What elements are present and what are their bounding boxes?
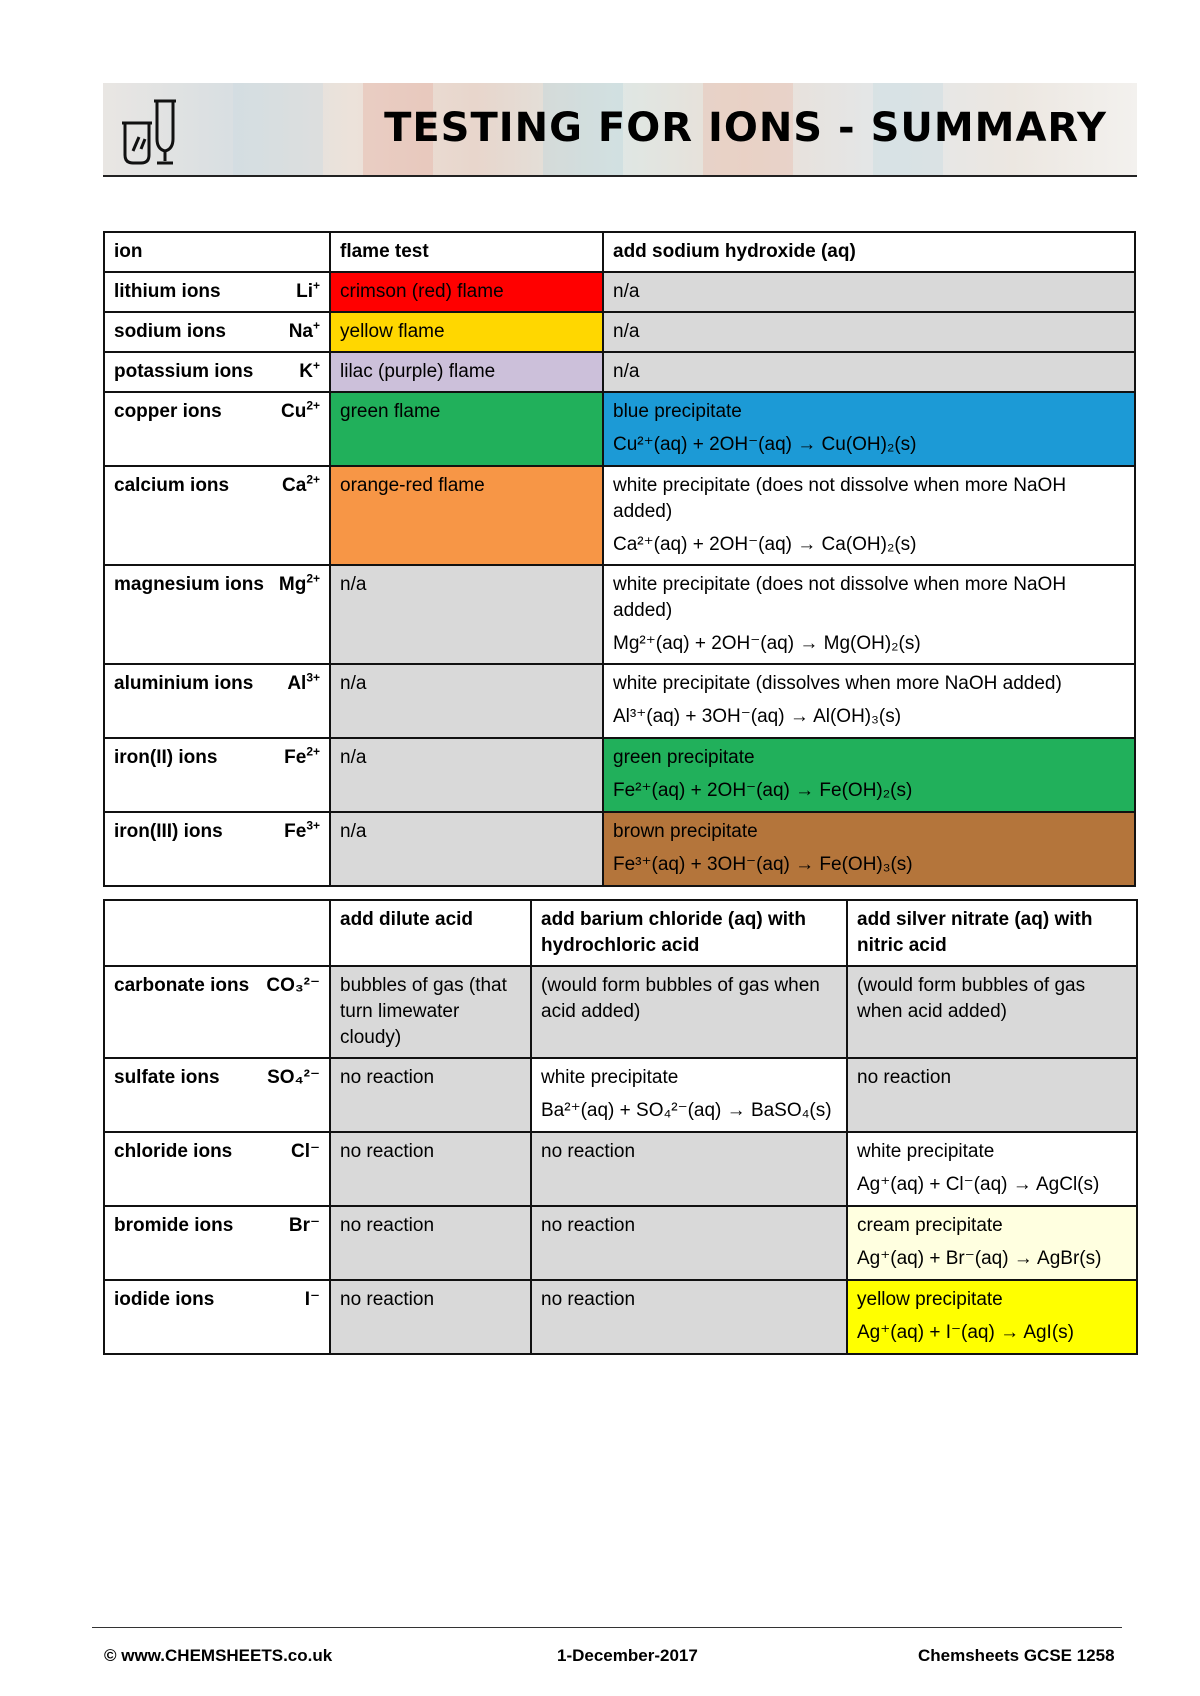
result-text: brown precipitate [613, 821, 758, 842]
dilute-acid-cell [330, 966, 531, 1058]
ion-cell [104, 565, 330, 664]
dilute-acid-cell [330, 1132, 531, 1206]
table-row [104, 966, 1137, 1058]
ion-symbol: $Al^{3+}$ [287, 670, 320, 694]
barium-chloride-cell [531, 1206, 847, 1280]
ion-name: iodide ions [114, 1289, 215, 1310]
anion-tests-table [103, 899, 1138, 1355]
ion-cell [104, 1206, 330, 1280]
ion-cell [104, 392, 330, 466]
ion-symbol: $Mg^{2+}$ [278, 571, 320, 595]
result-text: no reaction [541, 1289, 636, 1310]
result-text: no reaction [857, 1067, 952, 1088]
result-text: no reaction [340, 1289, 435, 1310]
ion-cell [104, 664, 330, 738]
result-text: white precipitate (does not dissolve when more NaOH added) [613, 475, 1067, 522]
page-header [103, 83, 1137, 177]
result-text: bubbles of gas (that turn limewater cloudy) [340, 975, 507, 1048]
equation: Cu²⁺(aq) + 2OH⁻(aq) → Cu(OH)₂(s) [613, 434, 917, 455]
equation: Fe²⁺(aq) + 2OH⁻(aq) → Fe(OH)₂(s) [613, 780, 913, 801]
ion-cell [104, 1058, 330, 1132]
footer-divider [92, 1627, 1122, 1628]
column-header: ion [104, 232, 330, 272]
table-row [104, 312, 1135, 352]
result-text: no reaction [340, 1067, 435, 1088]
ion-name: bromide ions [114, 1215, 234, 1236]
silver-nitrate-cell [847, 1058, 1137, 1132]
result-text: cream precipitate [857, 1215, 1003, 1236]
flame-test-cell: n/a [330, 664, 603, 738]
column-header: add barium chloride (aq) with hydrochloric acid [531, 900, 847, 966]
dilute-acid-cell [330, 1206, 531, 1280]
flame-test-cell: n/a [330, 565, 603, 664]
ion-symbol: K+ [299, 358, 320, 382]
result-text: no reaction [541, 1141, 636, 1162]
naoh-cell [603, 392, 1135, 466]
flame-test-cell: lilac (purple) flame [330, 352, 603, 392]
naoh-cell [603, 664, 1135, 738]
result-text: (would form bubbles of gas when acid added) [857, 975, 1086, 1022]
naoh-cell [603, 565, 1135, 664]
ion-symbol: Na+ [288, 318, 320, 342]
table-row [104, 812, 1135, 886]
table-row [104, 352, 1135, 392]
barium-chloride-cell [531, 1058, 847, 1132]
silver-nitrate-cell [847, 1280, 1137, 1354]
silver-nitrate-cell [847, 966, 1137, 1058]
ion-name: iron(II) ions [114, 747, 218, 768]
ion-cell [104, 738, 330, 812]
result-text: white precipitate [541, 1067, 679, 1088]
ion-name: aluminium ions [114, 673, 254, 694]
ion-cell [104, 812, 330, 886]
result-text: n/a [613, 281, 640, 302]
flame-test-cell: crimson (red) flame [330, 272, 603, 312]
flame-test-cell: yellow flame [330, 312, 603, 352]
equation: Ag⁺(aq) + I⁻(aq) → AgI(s) [857, 1322, 1074, 1343]
ion-name: sodium ions [114, 321, 226, 342]
equation: Fe³⁺(aq) + 3OH⁻(aq) → Fe(OH)₃(s) [613, 854, 913, 875]
cation-tests-table [103, 231, 1136, 887]
column-header: add silver nitrate (aq) with nitric acid [847, 900, 1137, 966]
ion-name: chloride ions [114, 1141, 233, 1162]
ion-name: copper ions [114, 401, 222, 422]
naoh-cell [603, 272, 1135, 312]
result-text: n/a [613, 361, 640, 382]
footer-copyright: © www.CHEMSHEETS.co.uk [104, 1646, 333, 1665]
result-text: blue precipitate [613, 401, 742, 422]
equation: Ca²⁺(aq) + 2OH⁻(aq) → Ca(OH)₂(s) [613, 534, 917, 555]
silver-nitrate-cell [847, 1132, 1137, 1206]
result-text: white precipitate (does not dissolve when more NaOH added) [613, 574, 1067, 621]
ion-cell [104, 1132, 330, 1206]
header-bg-band [233, 83, 323, 175]
equation: Ba²⁺(aq) + SO₄²⁻(aq) → BaSO₄(s) [541, 1100, 832, 1121]
ion-name: potassium ions [114, 361, 254, 382]
table-row [104, 1132, 1137, 1206]
column-header [104, 900, 330, 966]
lab-glassware-icon [117, 93, 187, 169]
flame-test-cell: green flame [330, 392, 603, 466]
ion-cell [104, 1280, 330, 1354]
table-row [104, 272, 1135, 312]
naoh-cell [603, 812, 1135, 886]
table-row [104, 392, 1135, 466]
ion-symbol: $Cu^{2+}$ [280, 398, 320, 422]
equation: Al³⁺(aq) + 3OH⁻(aq) → Al(OH)₃(s) [613, 706, 902, 727]
ion-name: iron(III) ions [114, 821, 223, 842]
flame-test-cell: n/a [330, 812, 603, 886]
naoh-cell [603, 312, 1135, 352]
table-header-row [104, 232, 1135, 272]
result-text: green precipitate [613, 747, 755, 768]
barium-chloride-cell [531, 966, 847, 1058]
column-header: add sodium hydroxide (aq) [603, 232, 1135, 272]
column-header: add dilute acid [330, 900, 531, 966]
page-title: TESTING FOR IONS - SUMMARY [384, 105, 1107, 151]
flame-test-cell: n/a [330, 738, 603, 812]
table-row [104, 565, 1135, 664]
silver-nitrate-cell [847, 1206, 1137, 1280]
result-text: n/a [613, 321, 640, 342]
ion-cell [104, 466, 330, 565]
dilute-acid-cell [330, 1058, 531, 1132]
ion-name: magnesium ions [114, 574, 264, 595]
ion-symbol: Li+ [296, 278, 320, 302]
ion-name: sulfate ions [114, 1067, 220, 1088]
result-text: no reaction [541, 1215, 636, 1236]
flame-test-cell: orange-red flame [330, 466, 603, 565]
footer-date: 1-December-2017 [557, 1646, 698, 1665]
result-text: yellow precipitate [857, 1289, 1003, 1310]
equation: Ag⁺(aq) + Br⁻(aq) → AgBr(s) [857, 1248, 1102, 1269]
table-row [104, 1280, 1137, 1354]
equation: Mg²⁺(aq) + 2OH⁻(aq) → Mg(OH)₂(s) [613, 633, 921, 654]
ion-symbol: SO₄²⁻ [267, 1067, 320, 1088]
naoh-cell [603, 466, 1135, 565]
table-row [104, 1058, 1137, 1132]
naoh-cell [603, 352, 1135, 392]
result-text: no reaction [340, 1141, 435, 1162]
equation: Ag⁺(aq) + Cl⁻(aq) → AgCl(s) [857, 1174, 1100, 1195]
ion-symbol: $Ca^{2+}$ [282, 472, 320, 496]
ion-symbol: I⁻ [304, 1289, 320, 1310]
table-row [104, 664, 1135, 738]
ion-cell [104, 352, 330, 392]
result-text: white precipitate (dissolves when more NaOH added) [613, 673, 1062, 694]
result-text: white precipitate [857, 1141, 995, 1162]
ion-symbol: $Fe^{2+}$ [284, 744, 320, 768]
ion-symbol: CO₃²⁻ [266, 975, 320, 996]
ion-symbol: $Fe^{3+}$ [284, 818, 320, 842]
result-text: no reaction [340, 1215, 435, 1236]
ion-symbol: Cl⁻ [290, 1141, 320, 1162]
ion-cell [104, 966, 330, 1058]
ion-name: calcium ions [114, 475, 230, 496]
ion-name: carbonate ions [114, 975, 250, 996]
table-row [104, 738, 1135, 812]
barium-chloride-cell [531, 1132, 847, 1206]
table-header-row [104, 900, 1137, 966]
table-row [104, 1206, 1137, 1280]
ion-name: lithium ions [114, 281, 221, 302]
barium-chloride-cell [531, 1280, 847, 1354]
column-header: flame test [330, 232, 603, 272]
ion-cell [104, 312, 330, 352]
ion-symbol: Br⁻ [288, 1215, 320, 1236]
footer-sheet-id: Chemsheets GCSE 1258 [918, 1646, 1115, 1665]
naoh-cell [603, 738, 1135, 812]
result-text: (would form bubbles of gas when acid added) [541, 975, 820, 1022]
dilute-acid-cell [330, 1280, 531, 1354]
ion-cell [104, 272, 330, 312]
table-row [104, 466, 1135, 565]
